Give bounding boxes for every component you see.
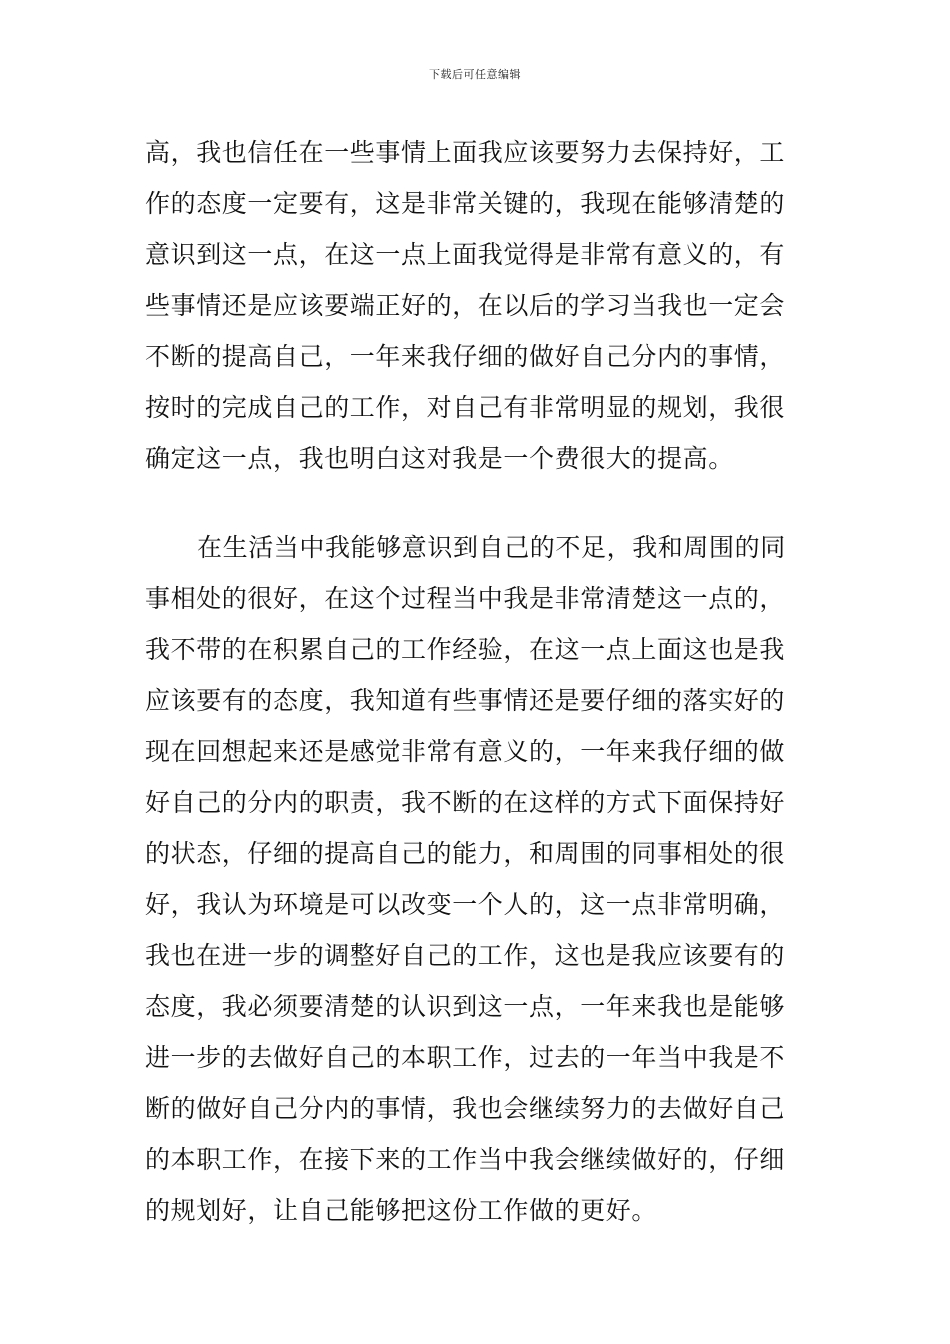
paragraph-line: 进一步的去做好自己的本职工作，过去的一年当中我是不 xyxy=(145,1043,786,1072)
paragraph-line: 确定这一点，我也明白这对我是一个费很大的提高。 xyxy=(145,444,734,473)
paragraph-2 xyxy=(145,522,807,1236)
paragraph-line: 意识到这一点，在这一点上面我觉得是非常有意义的，有 xyxy=(145,240,786,269)
paragraph-line: 好自己的分内的职责，我不断的在这样的方式下面保持好 xyxy=(145,788,786,817)
paragraph-line: 不断的提高自己，一年来我仔细的做好自己分内的事情， xyxy=(145,342,786,371)
page-header-note: 下载后可任意编辑 xyxy=(429,68,521,81)
paragraph-line: 在生活当中我能够意识到自己的不足，我和周围的同 xyxy=(197,533,786,562)
paragraph-line: 的状态，仔细的提高自己的能力，和周围的同事相处的很 xyxy=(145,839,786,868)
paragraph-line: 好，我认为环境是可以改变一个人的，这一点非常明确， xyxy=(145,890,786,919)
paragraph-line: 些事情还是应该要端正好的，在以后的学习当我也一定会 xyxy=(145,291,786,320)
paragraph-1 xyxy=(145,127,807,484)
paragraph-line: 的本职工作，在接下来的工作当中我会继续做好的，仔细 xyxy=(145,1145,786,1174)
paragraph-line: 按时的完成自己的工作，对自己有非常明显的规划，我很 xyxy=(145,393,786,422)
paragraph-line: 作的态度一定要有，这是非常关键的，我现在能够清楚的 xyxy=(145,189,786,218)
paragraph-line: 应该要有的态度，我知道有些事情还是要仔细的落实好的 xyxy=(145,686,786,715)
paragraph-line: 的规划好，让自己能够把这份工作做的更好。 xyxy=(145,1196,658,1225)
paragraph-line: 断的做好自己分内的事情，我也会继续努力的去做好自己 xyxy=(145,1094,786,1123)
paragraph-line: 我也在进一步的调整好自己的工作，这也是我应该要有的 xyxy=(145,941,786,970)
paragraph-line: 我不带的在积累自己的工作经验，在这一点上面这也是我 xyxy=(145,635,786,664)
paragraph-line: 高，我也信任在一些事情上面我应该要努力去保持好，工 xyxy=(145,138,786,167)
paragraph-line: 态度，我必须要清楚的认识到这一点，一年来我也是能够 xyxy=(145,992,786,1021)
paragraph-line: 现在回想起来还是感觉非常有意义的，一年来我仔细的做 xyxy=(145,737,786,766)
paragraph-line: 事相处的很好，在这个过程当中我是非常清楚这一点的， xyxy=(145,584,786,613)
